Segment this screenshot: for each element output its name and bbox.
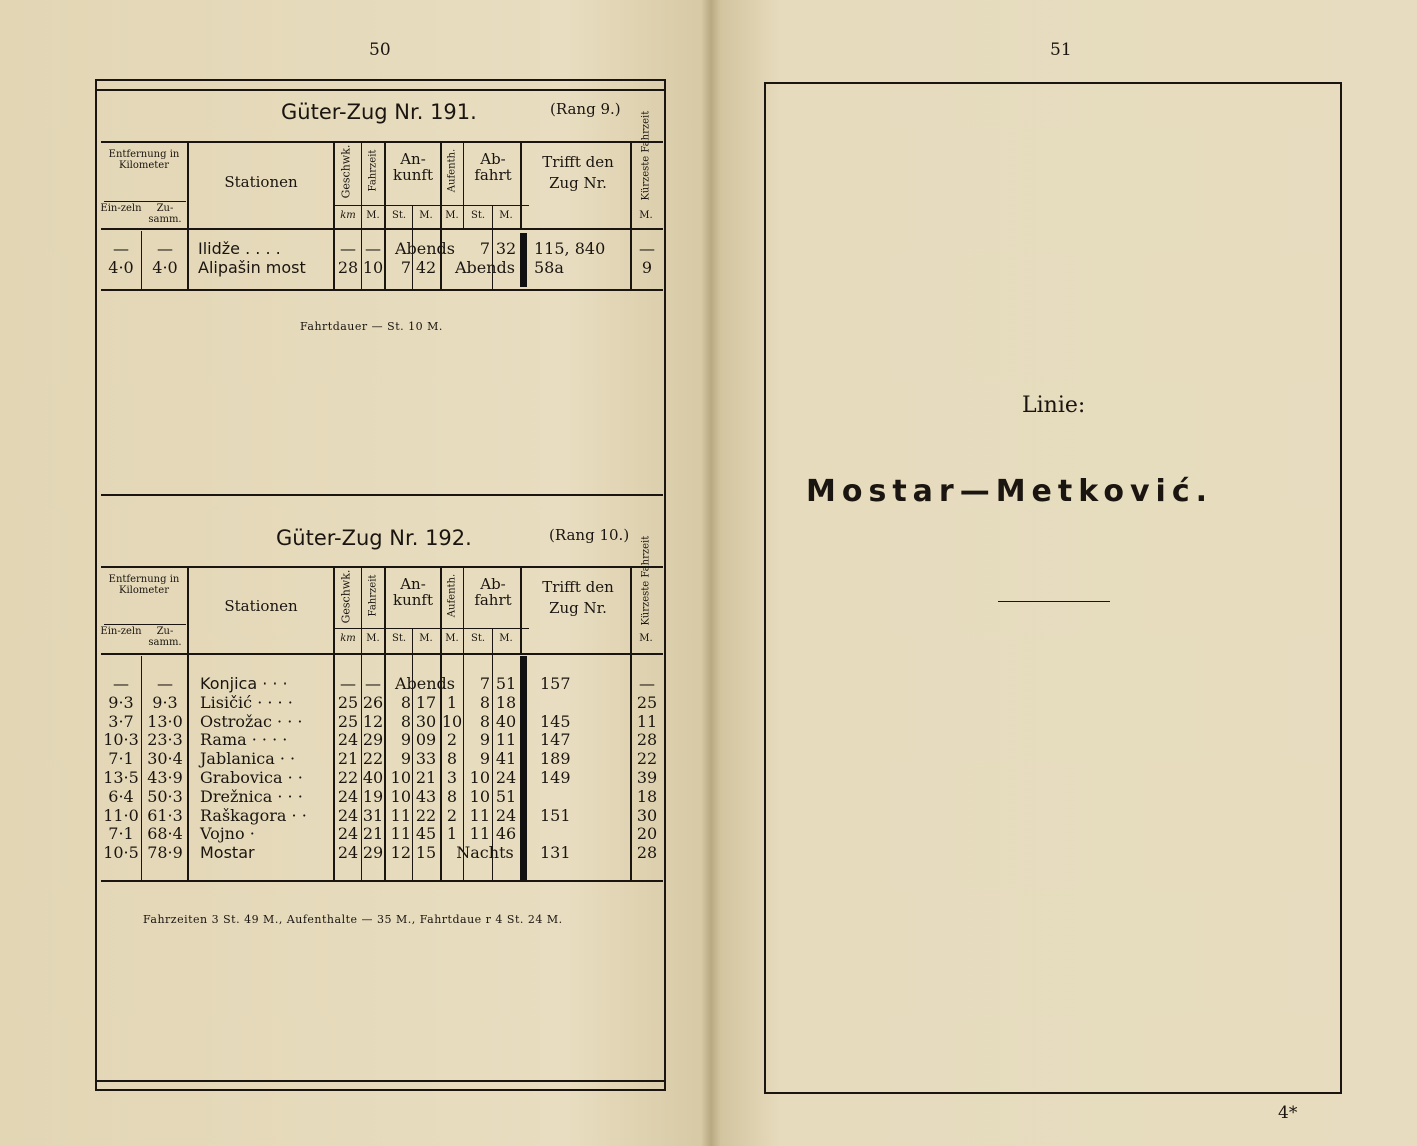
section-divider: [101, 494, 663, 496]
cell-fahrzeit: 31: [362, 805, 384, 825]
cell-einzeln: 3·7: [108, 711, 134, 731]
header-aufenth: Aufenth.: [446, 573, 458, 618]
cell-kuerzeste: 20: [636, 824, 658, 844]
cell-fahrzeit: 22: [362, 749, 384, 769]
cell-station: Ilidže . . . .: [198, 239, 281, 258]
cell-ab-m: 41: [495, 749, 517, 769]
cell-ab-st: Nachts: [456, 843, 514, 863]
cell-geschwk: 25: [337, 692, 359, 712]
unit-m: M.: [639, 633, 653, 644]
cell-zusamm: 50·3: [147, 786, 183, 806]
train-192-footer: Fahrzeiten 3 St. 49 M., Aufenthalte — 35 M., Fahrtdaue r 4 St. 24 M.: [143, 913, 563, 926]
cell-station: Drežnica · · ·: [200, 786, 303, 806]
cell-zusamm: 43·9: [147, 768, 183, 787]
linie-label: Linie:: [1022, 393, 1086, 418]
unit-m: M.: [366, 210, 380, 221]
unit-st: St.: [470, 210, 486, 221]
cell-trifft: 131: [540, 843, 571, 863]
cell-kuerzeste: 22: [636, 749, 658, 769]
unit-m: M.: [366, 633, 380, 644]
header-entfernung: Entfernung in Kilometer: [108, 574, 180, 596]
cell-ank-st: 12: [390, 843, 411, 863]
header-einzeln: Ein-zeln: [100, 626, 142, 637]
header-ankunft: An-kunft: [393, 575, 433, 609]
cell-ab-m: 51: [495, 786, 517, 806]
page-number-left: 50: [369, 40, 391, 60]
column-rule: [630, 143, 632, 289]
cell-ank-st: 8: [400, 692, 411, 712]
cell-geschwk: 22: [337, 768, 359, 787]
header-geschwk: Geschwk.: [339, 144, 353, 199]
unit-m: M.: [445, 633, 459, 644]
cell-kuerzeste: 25: [636, 692, 658, 712]
cell-fahrzeit: 12: [362, 711, 384, 731]
cell-trifft: 149: [540, 768, 571, 787]
column-rule: [630, 568, 632, 880]
header-abfahrt: Ab-fahrt: [474, 575, 512, 609]
cell-fahrzeit: 10: [362, 258, 384, 277]
cell-ab-st: 11: [469, 805, 490, 825]
header-bottom-rule: [101, 228, 663, 230]
cell-ank-m: 30: [415, 711, 437, 731]
column-rule: [187, 143, 189, 289]
cell-fahrzeit: 19: [362, 786, 384, 806]
cell-ab-st: 10: [469, 768, 490, 787]
cell-station: Rama · · · ·: [200, 730, 288, 750]
header-bottom-rule: [101, 653, 663, 655]
cell-kuerzeste: 9: [641, 258, 653, 277]
cell-ab-m: 46: [495, 824, 517, 844]
cell-geschwk: 24: [337, 805, 359, 825]
cell-ank-st: 10: [390, 768, 411, 787]
train-192-rang: (Rang 10.): [549, 526, 630, 544]
cell-einzeln: 7·1: [108, 824, 134, 844]
cell-fahrzeit: 21: [362, 824, 384, 844]
cell-ab-m: 40: [495, 711, 517, 731]
cell-ank-m: 42: [415, 258, 437, 277]
signature-mark: 4*: [1278, 1103, 1298, 1123]
cell-station: Lisičić · · · ·: [200, 692, 293, 712]
unit-st: St.: [391, 633, 407, 644]
cell-zusamm: 13·0: [147, 711, 183, 731]
cell-aufenth: 10: [441, 711, 463, 731]
header-top-rule: [101, 566, 663, 568]
cell-kuerzeste: 30: [636, 805, 658, 825]
book-gutter: [702, 0, 720, 1146]
cell-ank-m: 33: [415, 749, 437, 769]
cell-aufenth: 2: [446, 730, 458, 750]
cell-ank-st: 8: [400, 711, 411, 731]
cell-einzeln: —: [113, 239, 129, 258]
cell-einzeln: 4·0: [108, 258, 134, 277]
cell-ab-m: 18: [495, 692, 517, 712]
cell-ank-st: 9: [400, 749, 411, 769]
cell-fahrzeit: 26: [362, 692, 384, 712]
cell-geschwk: 24: [337, 843, 359, 863]
table-bottom-rule: [101, 289, 663, 291]
page-number-right: 51: [1050, 40, 1072, 60]
cell-trifft: 189: [540, 749, 571, 769]
column-rule: [187, 568, 189, 880]
cell-aufenth: 8: [446, 786, 458, 806]
cell-aufenth: 1: [446, 824, 458, 844]
cell-ab-st: 8: [479, 711, 490, 731]
route-title: Mostar—Metković.: [806, 474, 1214, 509]
cell-fahrzeit: —: [365, 674, 381, 693]
cell-einzeln: 10·5: [103, 843, 139, 863]
cell-kuerzeste: —: [639, 239, 655, 258]
header-aufenth: Aufenth.: [446, 148, 458, 193]
unit-km: km: [340, 210, 356, 221]
cell-ank-m: 21: [415, 768, 437, 787]
cell-aufenth: 3: [446, 768, 458, 787]
cell-geschwk: 28: [337, 258, 359, 277]
cell-einzeln: 11·0: [103, 805, 139, 825]
cell-ab-st: 7: [479, 239, 490, 258]
cell-station: Jablanica · ·: [200, 749, 296, 769]
header-trifft: Trifft den Zug Nr.: [542, 578, 614, 617]
units-rule: [333, 628, 529, 629]
header-kuerzeste: Kürzeste Fahrzeit: [640, 110, 652, 201]
column-rule: [440, 143, 442, 289]
cell-ankunft: Abends: [394, 674, 456, 693]
header-entfernung: Entfernung in Kilometer: [108, 149, 180, 171]
train-191-footer: Fahrtdauer — St. 10 M.: [300, 320, 443, 333]
cell-zusamm: 61·3: [147, 805, 183, 825]
title-divider: [998, 601, 1110, 602]
unit-m: M.: [445, 210, 459, 221]
header-zusamm: Zu-samm.: [148, 626, 182, 648]
cell-trifft: 157: [540, 674, 571, 693]
cell-trifft: 115, 840: [534, 239, 606, 258]
cell-ank-m: 15: [415, 843, 437, 863]
cell-ab-st: 10: [469, 786, 490, 806]
cell-ank-m: 09: [415, 730, 437, 750]
header-trifft: Trifft den Zug Nr.: [542, 153, 614, 192]
cell-ank-m: 43: [415, 786, 437, 806]
frame-bottom-rule: [95, 1080, 666, 1082]
cell-kuerzeste: 39: [636, 768, 658, 787]
cell-aufenth: 1: [446, 692, 458, 712]
title-frame: [764, 82, 1342, 1094]
unit-km: km: [340, 633, 356, 644]
header-rule: [104, 201, 186, 202]
cell-station: Grabovica · ·: [200, 768, 303, 787]
header-fahrzeit: Fahrzeit: [367, 574, 379, 617]
cell-station: Mostar: [200, 843, 255, 863]
header-stationen: Stationen: [224, 597, 298, 615]
cell-kuerzeste: 28: [636, 843, 658, 863]
cell-geschwk: 24: [337, 824, 359, 844]
header-stationen: Stationen: [224, 173, 298, 191]
header-kuerzeste: Kürzeste Fahrzeit: [640, 535, 652, 626]
cell-einzeln: 13·5: [103, 768, 139, 787]
cell-ab-m: 32: [495, 239, 517, 258]
column-rule: [463, 143, 464, 228]
train-191-rang: (Rang 9.): [550, 100, 621, 118]
column-rule: [463, 568, 464, 880]
cell-zusamm: 78·9: [147, 843, 183, 863]
cell-ab-st: 9: [479, 749, 490, 769]
header-einzeln: Ein-zeln: [100, 203, 142, 214]
cell-ab-m: 24: [495, 768, 517, 787]
cell-ank-m: 45: [415, 824, 437, 844]
cell-ankunft: Abends: [394, 239, 456, 258]
cell-aufenth: 2: [446, 805, 458, 825]
cell-ank-st: 11: [390, 824, 411, 844]
cell-geschwk: 21: [337, 749, 359, 769]
cell-fahrzeit: 29: [362, 843, 384, 863]
cell-geschwk: —: [340, 674, 356, 693]
unit-m: M.: [499, 633, 513, 644]
unit-m: M.: [419, 633, 433, 644]
frame-top-rule: [95, 89, 666, 91]
cell-kuerzeste: 11: [636, 711, 658, 731]
cell-geschwk: 25: [337, 711, 359, 731]
cell-ank-m: 17: [415, 692, 437, 712]
cell-trifft: 58a: [534, 258, 564, 277]
unit-m: M.: [499, 210, 513, 221]
cell-zusamm: 4·0: [152, 258, 178, 277]
cell-abfahrt: Abends: [454, 258, 516, 277]
cell-fahrzeit: 40: [362, 768, 384, 787]
cell-einzeln: 10·3: [103, 730, 139, 750]
header-fahrzeit: Fahrzeit: [367, 149, 379, 192]
table-bottom-rule: [101, 880, 663, 882]
cell-geschwk: 24: [337, 730, 359, 750]
unit-m: M.: [419, 210, 433, 221]
cell-ank-m: 22: [415, 805, 437, 825]
cell-station: Raškagora · ·: [200, 805, 307, 825]
cell-kuerzeste: —: [639, 674, 655, 693]
cell-station: Ostrožac · · ·: [200, 711, 303, 731]
column-rule: [141, 231, 142, 289]
cell-ank-st: 10: [390, 786, 411, 806]
cell-station: Konjica · · ·: [200, 674, 288, 693]
cell-ab-m: 24: [495, 805, 517, 825]
cell-trifft: 151: [540, 805, 571, 825]
cell-einzeln: —: [113, 674, 129, 693]
cell-aufenth: 8: [446, 749, 458, 769]
cell-zusamm: 23·3: [147, 730, 183, 750]
train-192-title: Güter-Zug Nr. 192.: [276, 526, 472, 550]
header-top-rule: [101, 141, 663, 143]
header-ankunft: An-kunft: [393, 150, 433, 184]
cell-fahrzeit: 29: [362, 730, 384, 750]
column-rule: [520, 568, 522, 654]
cell-ab-m: 11: [495, 730, 517, 750]
column-rule: [141, 656, 142, 880]
cell-ab-st: 11: [469, 824, 490, 844]
cell-geschwk: 24: [337, 786, 359, 806]
cell-ab-st: 7: [479, 674, 490, 693]
cell-einzeln: 6·4: [108, 786, 134, 806]
unit-st: St.: [470, 633, 486, 644]
cell-station: Vojno ·: [200, 824, 255, 844]
cell-fahrzeit: —: [365, 239, 381, 258]
cell-geschwk: —: [340, 239, 356, 258]
header-rule: [104, 624, 186, 625]
train-191-title: Güter-Zug Nr. 191.: [281, 100, 477, 124]
cell-trifft: 147: [540, 730, 571, 750]
cell-ank-st: 7: [400, 258, 411, 277]
cell-ab-st: 9: [479, 730, 490, 750]
cell-kuerzeste: 18: [636, 786, 658, 806]
header-zusamm: Zu-samm.: [148, 203, 182, 225]
cell-ank-st: 11: [390, 805, 411, 825]
units-rule: [333, 205, 529, 206]
header-geschwk: Geschwk.: [339, 569, 353, 624]
cell-station: Alipašin most: [198, 258, 306, 277]
cell-ank-st: 9: [400, 730, 411, 750]
header-abfahrt: Ab-fahrt: [474, 150, 512, 184]
cell-trifft: 145: [540, 711, 571, 731]
cell-zusamm: 68·4: [147, 824, 183, 844]
cell-zusamm: —: [157, 674, 173, 693]
cell-zusamm: 9·3: [152, 692, 178, 712]
cell-ab-m: 51: [495, 674, 517, 693]
unit-m: M.: [639, 210, 653, 221]
cell-einzeln: 7·1: [108, 749, 134, 769]
cell-ab-st: 8: [479, 692, 490, 712]
cell-kuerzeste: 28: [636, 730, 658, 750]
cell-zusamm: —: [157, 239, 173, 258]
cell-zusamm: 30·4: [147, 749, 183, 769]
unit-st: St.: [391, 210, 407, 221]
column-rule: [520, 143, 522, 229]
cell-einzeln: 9·3: [108, 692, 134, 712]
